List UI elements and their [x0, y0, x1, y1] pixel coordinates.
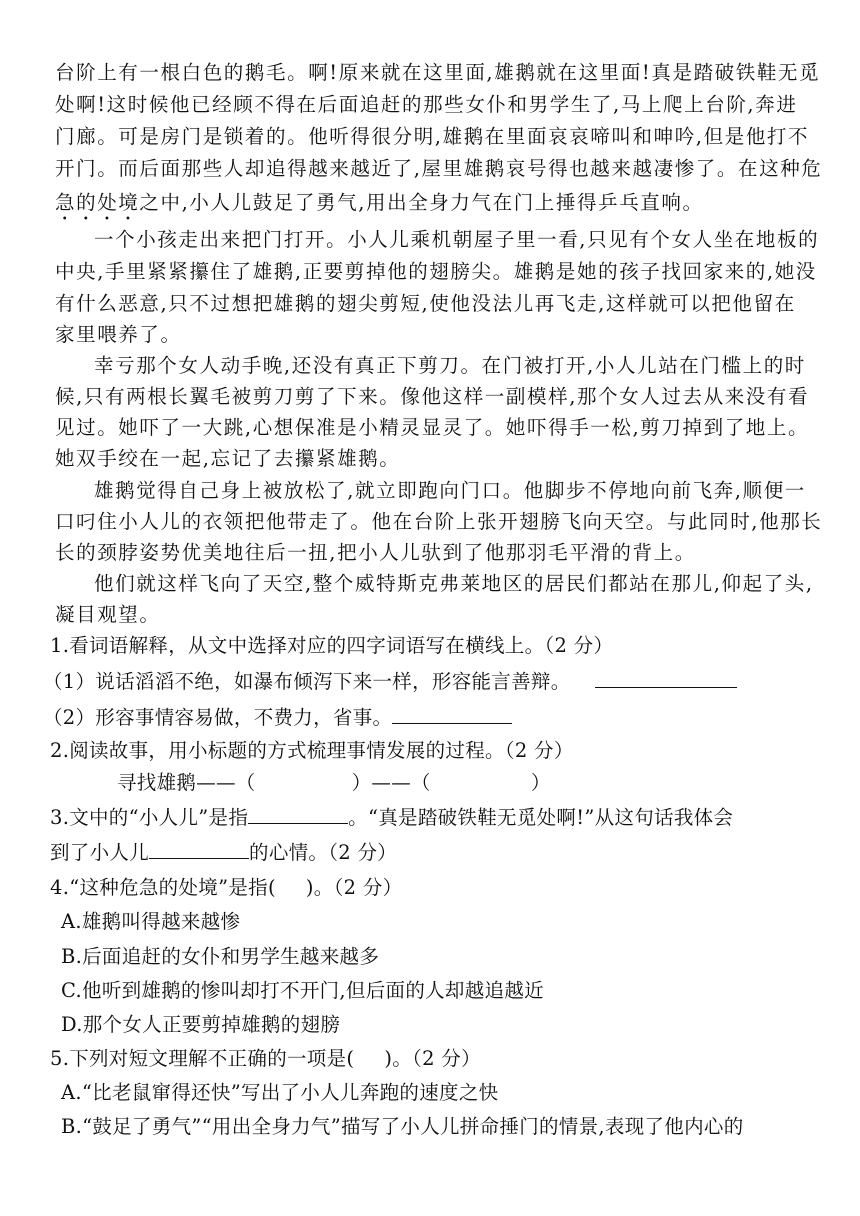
outline-end: ）	[530, 771, 551, 794]
question-1-item-2-text: （2）形容事情容易做，不费力，省事。	[43, 706, 393, 729]
question-4-option-d: D.那个女人正要剪掉雄鹅的翅膀	[61, 1013, 341, 1036]
answer-blank[interactable]	[149, 838, 249, 859]
question-3-text: 的心情。（2 分）	[249, 841, 398, 864]
story-line: 见过。她吓了一大跳,心想保准是小精灵显灵了。她吓得手一松,剪刀掉到了地上。	[55, 416, 810, 439]
story-line: 他们就这样飞向了天空,整个威特斯克弗莱地区的居民们都站在那儿,仰起了头,	[94, 572, 814, 595]
question-4-option-c: C.他听到雄鹅的惨叫却打不开门,但后面的人却越追越近	[61, 979, 544, 1002]
question-4-option-a: A.雄鹅叫得越来越惨	[61, 910, 241, 933]
question-5-option-a: A.“比老鼠窜得还快”写出了小人儿奔跑的速度之快	[61, 1081, 499, 1104]
story-line: 候,只有两根长翼毛被剪刀剪了下来。像他这样一副模样,那个女人过去从来没有看	[55, 385, 810, 408]
question-3-line-1	[50, 803, 805, 833]
emphasized-phrase: 急的处境	[55, 191, 140, 214]
story-line: 雄鹅觉得自己身上被放松了,就立即跑向门口。他脚步不停地向前飞奔,顺便一	[94, 479, 806, 502]
story-line: 门廊。可是房门是锁着的。他听得很分明,雄鹅在里面哀哀啼叫和呻吟,但是他打不	[55, 125, 810, 148]
story-line: 凝目观望。	[55, 603, 161, 626]
question-4-text: 4.“这种危急的处境”是指(	[50, 876, 276, 899]
question-3-line-2	[50, 838, 805, 868]
answer-blank[interactable]	[392, 703, 512, 724]
story-line	[55, 188, 810, 225]
question-4-title	[50, 873, 805, 903]
story-line: 一个小孩走出来把门打开。小人儿乘机朝屋子里一看,只见有个女人坐在地板的	[94, 228, 820, 251]
question-1-item-1	[43, 667, 798, 697]
story-line: 口叼住小人儿的衣领把他带走了。他在台阶上张开翅膀飞向天空。与此同时,他那长	[55, 510, 823, 533]
question-4-option-b: B.后面追赶的女仆和男学生越来越多	[61, 945, 380, 968]
answer-blank[interactable]	[248, 803, 348, 824]
story-line: 长的颈脖姿势优美地往后一扭,把小人儿驮到了他那羽毛平滑的背上。	[55, 541, 696, 564]
story-line: 台阶上有一根白色的鹅毛。啊!原来就在这里面,雄鹅就在这里面!真是踏破铁鞋无觅	[55, 61, 821, 84]
story-line: 有什么恶意,只不过想把雄鹅的翅尖剪短,使他没法儿再飞走,这样就可以把他留在	[55, 292, 796, 315]
question-1-item-2	[43, 703, 798, 733]
question-1-item-1-text: （1）说话滔滔不绝，如瀑布倾泻下来一样，形容能言善辩。	[43, 670, 571, 693]
story-line: 处啊!这时候他已经顾不得在后面追赶的那些女仆和男学生了,马上爬上台阶,奔进	[55, 93, 798, 116]
question-4-text: )。（2 分）	[305, 876, 403, 899]
outline-start: 寻找雄鹅——（	[117, 771, 256, 794]
question-3-text: 。“真是踏破铁鞋无觅处啊!”从这句话我体会	[348, 806, 734, 829]
question-5-text: )。（2 分）	[384, 1047, 481, 1070]
story-line: 开门。而后面那些人却追得越来越近了,屋里雄鹅哀号得也越来越凄惨了。在这种危	[55, 157, 823, 180]
answer-blank[interactable]	[595, 667, 737, 688]
question-2-outline	[117, 768, 860, 798]
story-line: 家里喂养了。	[55, 323, 182, 346]
story-line-rest: 之中,小人儿鼓足了勇气,用出全身力气在门上捶得乒乓直响。	[139, 191, 704, 214]
question-5-title	[50, 1044, 805, 1074]
story-line: 幸亏那个女人动手晚,还没有真正下剪刀。在门被打开,小人儿站在门槛上的时	[94, 354, 806, 377]
question-1-title: 1.看词语解释，从文中选择对应的四字词语写在横线上。（2 分）	[50, 634, 614, 657]
question-2-title: 2.阅读故事，用小标题的方式梳理事情发展的过程。（2 分）	[50, 739, 574, 762]
question-3-text: 到了小人儿	[50, 841, 150, 864]
story-line: 她双手绞在一起,忘记了去攥紧雄鹅。	[55, 447, 401, 470]
outline-mid: ）——（	[351, 771, 431, 794]
question-3-text: 3.文中的“小人儿”是指	[50, 806, 249, 829]
story-line: 中央,手里紧紧攥住了雄鹅,正要剪掉他的翅膀尖。雄鹅是她的孩子找回家来的,她没	[55, 260, 817, 283]
question-5-text: 5.下列对短文理解不正确的一项是(	[50, 1047, 355, 1070]
question-5-option-b: B.“鼓足了勇气”“用出全身力气”描写了小人儿拼命捶门的情景,表现了他内心的	[61, 1115, 744, 1138]
